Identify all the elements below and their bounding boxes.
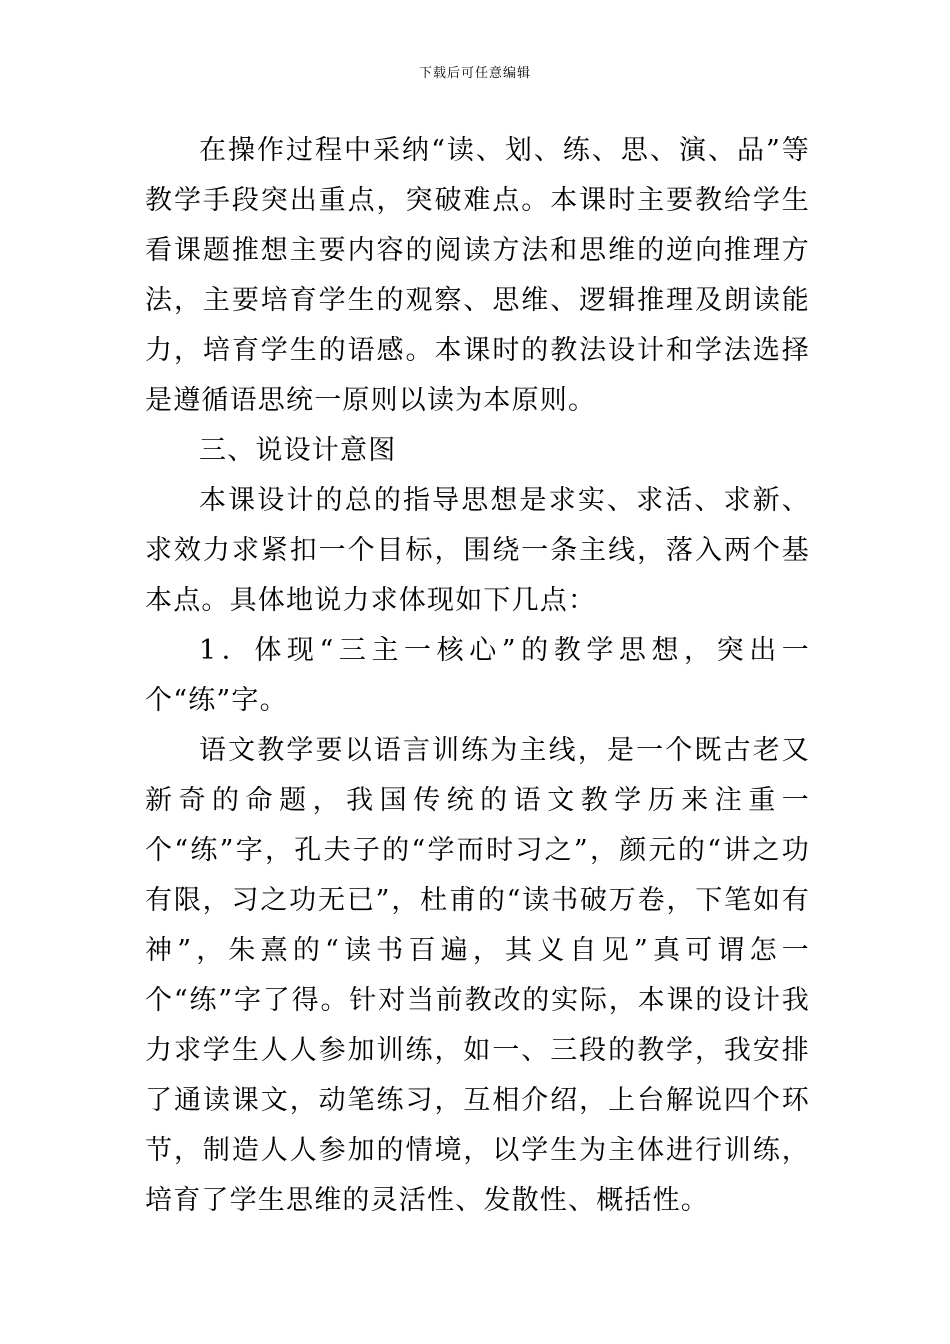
paragraph-guiding-idea: 本课设计的总的指导思想是求实、求活、求新、求效力求紧扣一个目标，围绕一条主线，落入两个基本点。具体地说力求体现如下几点：: [145, 485, 810, 616]
page-header-note: 下载后可任意编辑: [418, 66, 531, 81]
paragraph-language-training: 语文教学要以语言训练为主线，是一个既古老又新奇的命题，我国传统的语文教学历来注重一个“练”字，孔夫子的“学而时习之”，颜元的“讲之功有限，习之功无已”，杜甫的“读书破万卷，下笔如有神”，朱熹的“读书百遍，其义自见”真可谓怎一个“练”字了得。针对当前教改的实际，本课的设计我力求学生人人参加训练，如一、三段的教学，我安排了通读课文，动笔练习，互相介绍，上台解说四个环节，制造人人参加的情境，以学生为主体进行训练，培育了学生思维的灵活性、发散性、概括性。: [145, 735, 810, 1216]
section-heading-design-intent: 三、说设计意图: [199, 435, 397, 466]
document-body: [145, 126, 810, 1226]
paragraph-teaching-methods: 在操作过程中采纳“读、划、练、思、演、品”等教学手段突出重点，突破难点。本课时主要教给学生看课题推想主要内容的阅读方法和思维的逆向推理方法，主要培育学生的观察、思维、逻辑推理及朗读能力，培育学生的语感。本课时的教法设计和学法选择是遵循语思统一原则以读为本原则。: [145, 135, 810, 416]
list-item-point-1: 1．体现“三主一核心”的教学思想，突出一个“练”字。: [145, 635, 810, 716]
